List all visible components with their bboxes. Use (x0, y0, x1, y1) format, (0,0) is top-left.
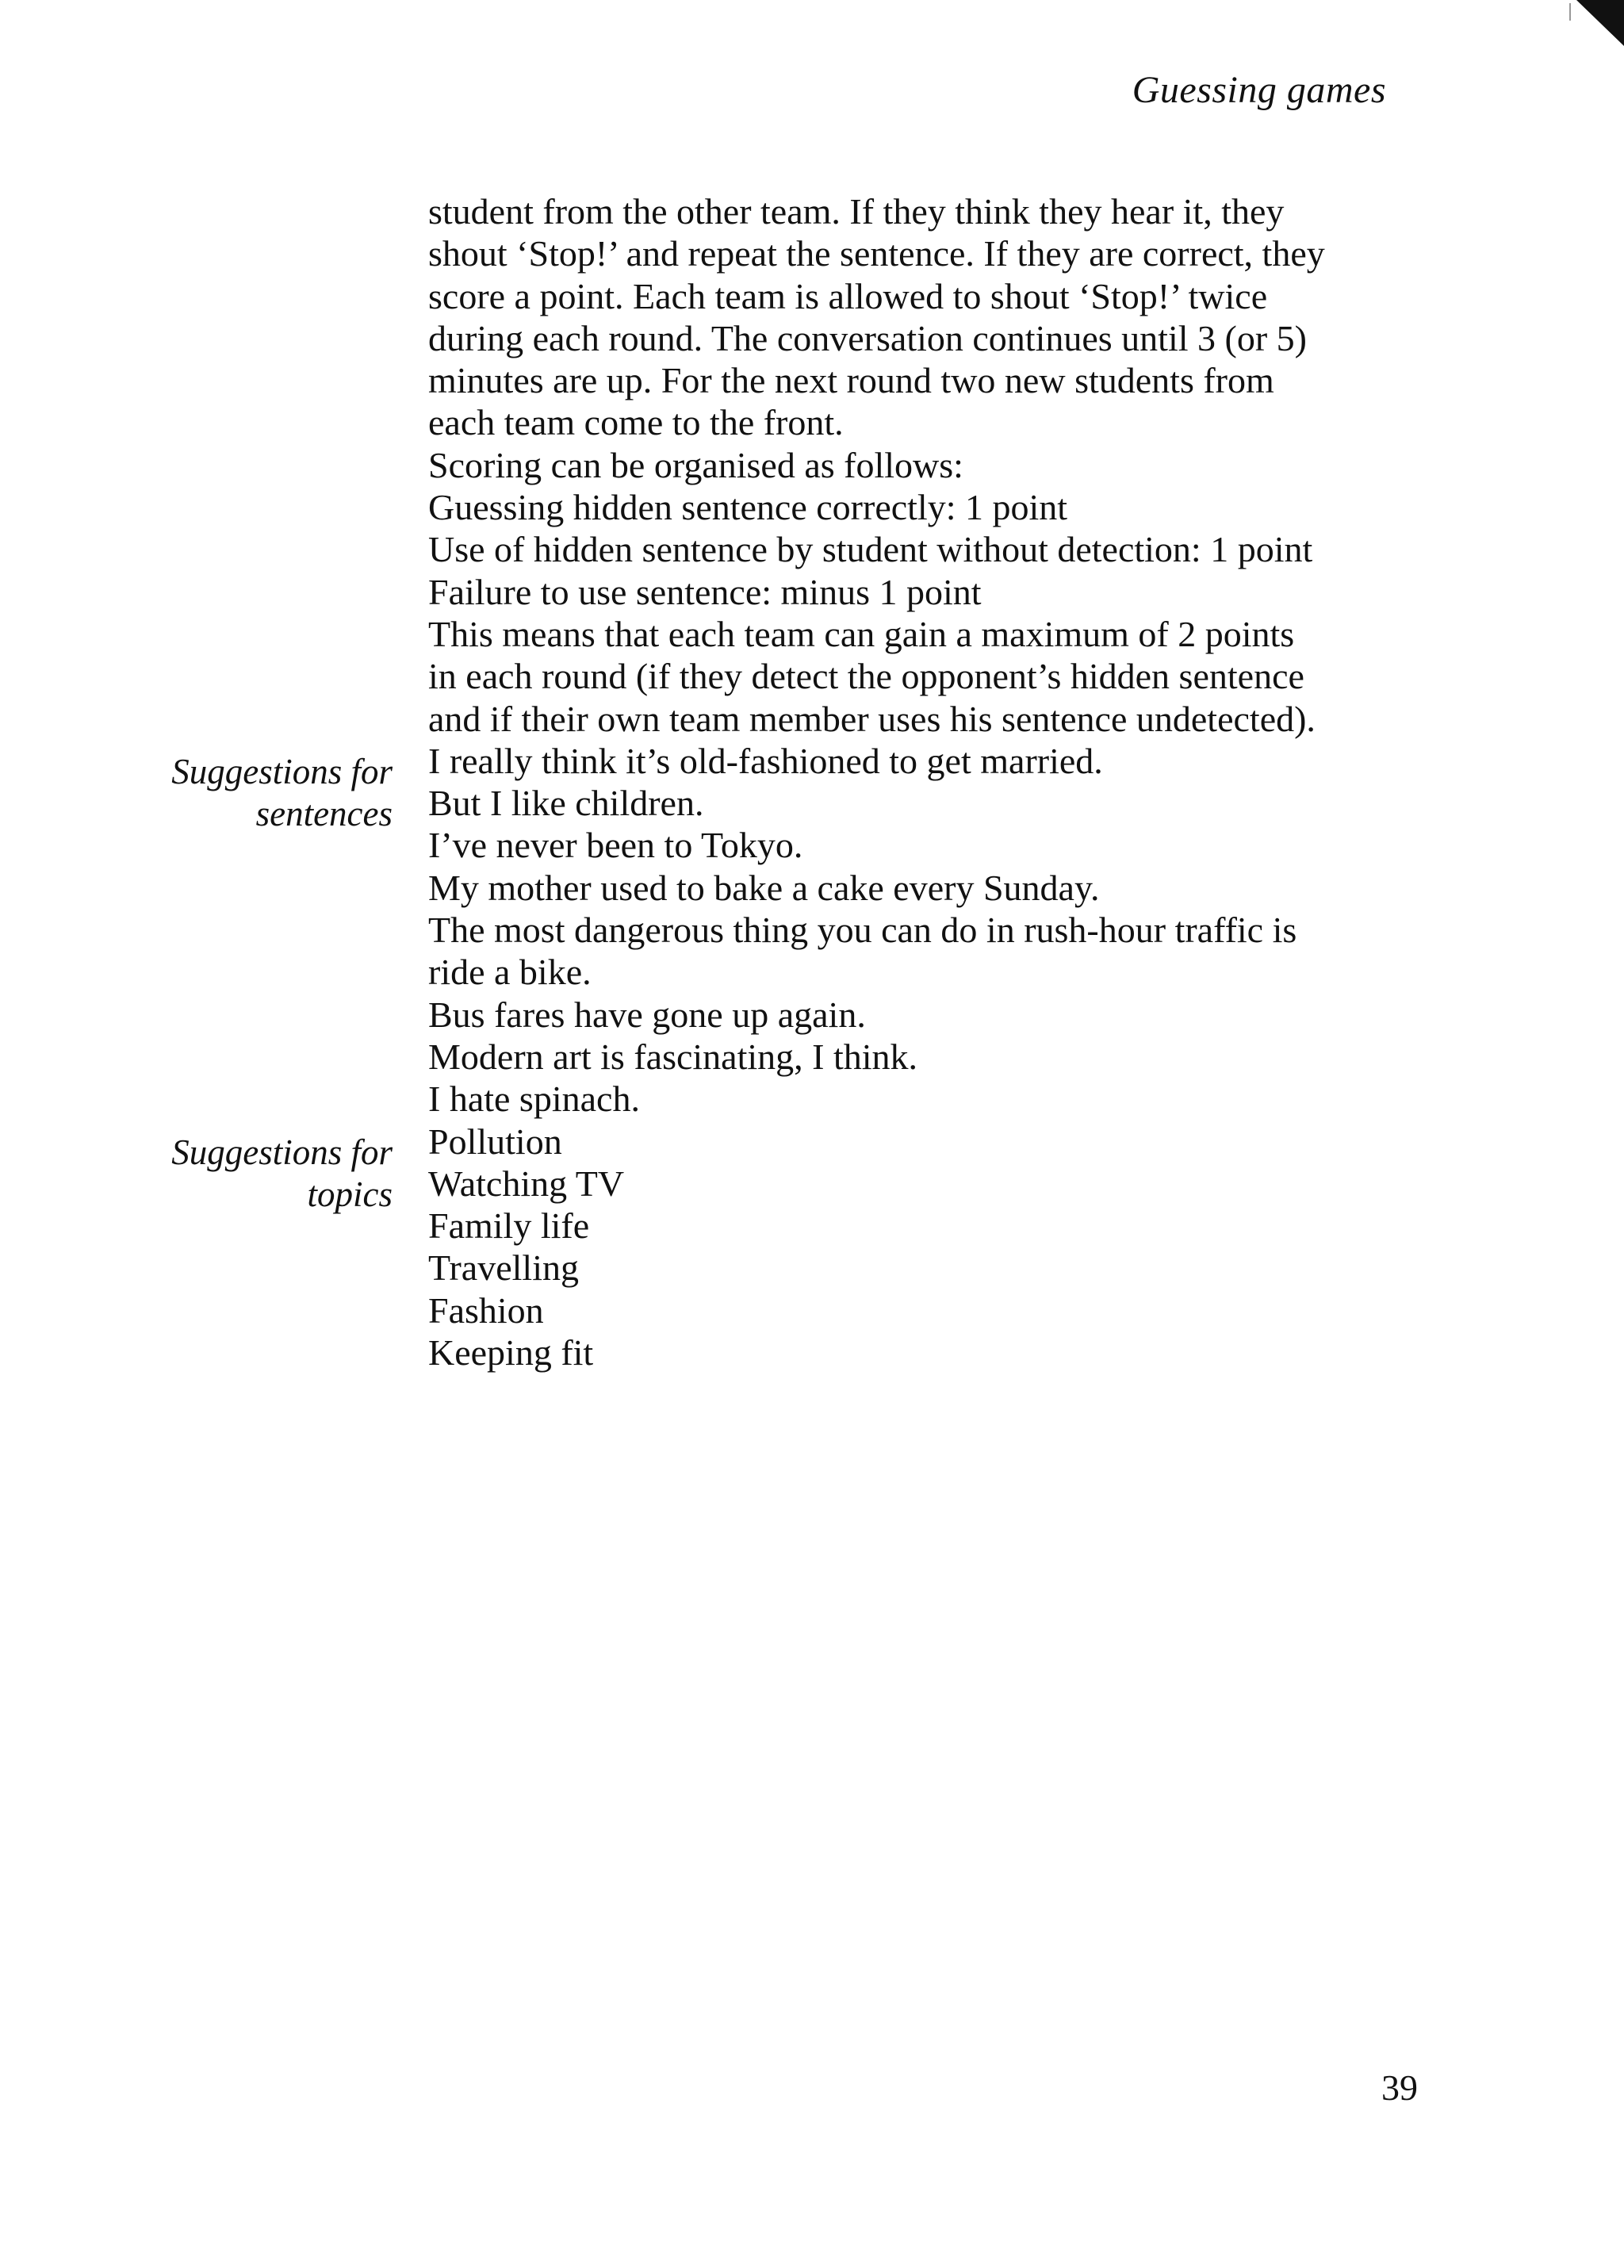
margin-note-line: sentences (255, 794, 393, 834)
body-line: score a point. Each team is allowed to shout ‘Stop!’ twice (428, 275, 1268, 316)
margin-note-line: topics (307, 1174, 393, 1215)
margin-note-topics (155, 1132, 393, 1216)
topic-suggestion: Travelling (428, 1247, 579, 1289)
running-head: Guessing games (1132, 69, 1386, 111)
sentence-suggestion: Bus fares have gone up again. (428, 994, 866, 1035)
body-line: Guessing hidden sentence correctly: 1 point (428, 487, 1068, 528)
body-line: in each round (if they detect the opponent’s hidden sentence (428, 656, 1304, 697)
body-text (428, 190, 1443, 1373)
body-line: each team come to the front. (428, 402, 844, 443)
topic-suggestion: Family life (428, 1205, 590, 1247)
sentence-suggestion: I’ve never been to Tokyo. (428, 825, 803, 866)
topic-suggestion: Pollution (428, 1121, 562, 1162)
body-line: Failure to use sentence: minus 1 point (428, 571, 982, 612)
body-line: student from the other team. If they think they hear it, they (428, 191, 1285, 232)
body-line: during each round. The conversation continues until 3 (or 5) (428, 317, 1307, 358)
page-number: 39 (1381, 2067, 1418, 2108)
sentence-suggestion: But I like children. (428, 783, 704, 824)
body-line: This means that each team can gain a maximum of 2 points (428, 613, 1295, 654)
topic-suggestion: Keeping fit (428, 1332, 594, 1373)
body-line: and if their own team member uses his sentence undetected). (428, 698, 1316, 739)
margin-note-sentences (155, 751, 393, 836)
topic-suggestion: Fashion (428, 1289, 544, 1331)
sentence-suggestion: The most dangerous thing you can do in rush-hour traffic is (428, 910, 1297, 951)
sentence-suggestion: I hate spinach. (428, 1078, 640, 1120)
body-line: Scoring can be organised as follows: (428, 444, 963, 485)
corner-mark-icon (1568, 0, 1624, 56)
sentence-suggestion: ride a bike. (428, 952, 592, 993)
body-line: minutes are up. For the next round two new students from (428, 360, 1274, 401)
sentence-suggestion: I really think it’s old-fashioned to get married. (428, 740, 1103, 781)
body-line: shout ‘Stop!’ and repeat the sentence. If they are correct, they (428, 233, 1325, 274)
body-line: Use of hidden sentence by student without detection: 1 point (428, 529, 1313, 570)
margin-note-line: Suggestions for (171, 752, 393, 791)
topic-suggestion: Watching TV (428, 1163, 625, 1204)
sentence-suggestion: My mother used to bake a cake every Sunday. (428, 867, 1100, 908)
margin-note-line: Suggestions for (171, 1132, 393, 1172)
sentence-suggestion: Modern art is fascinating, I think. (428, 1036, 918, 1077)
